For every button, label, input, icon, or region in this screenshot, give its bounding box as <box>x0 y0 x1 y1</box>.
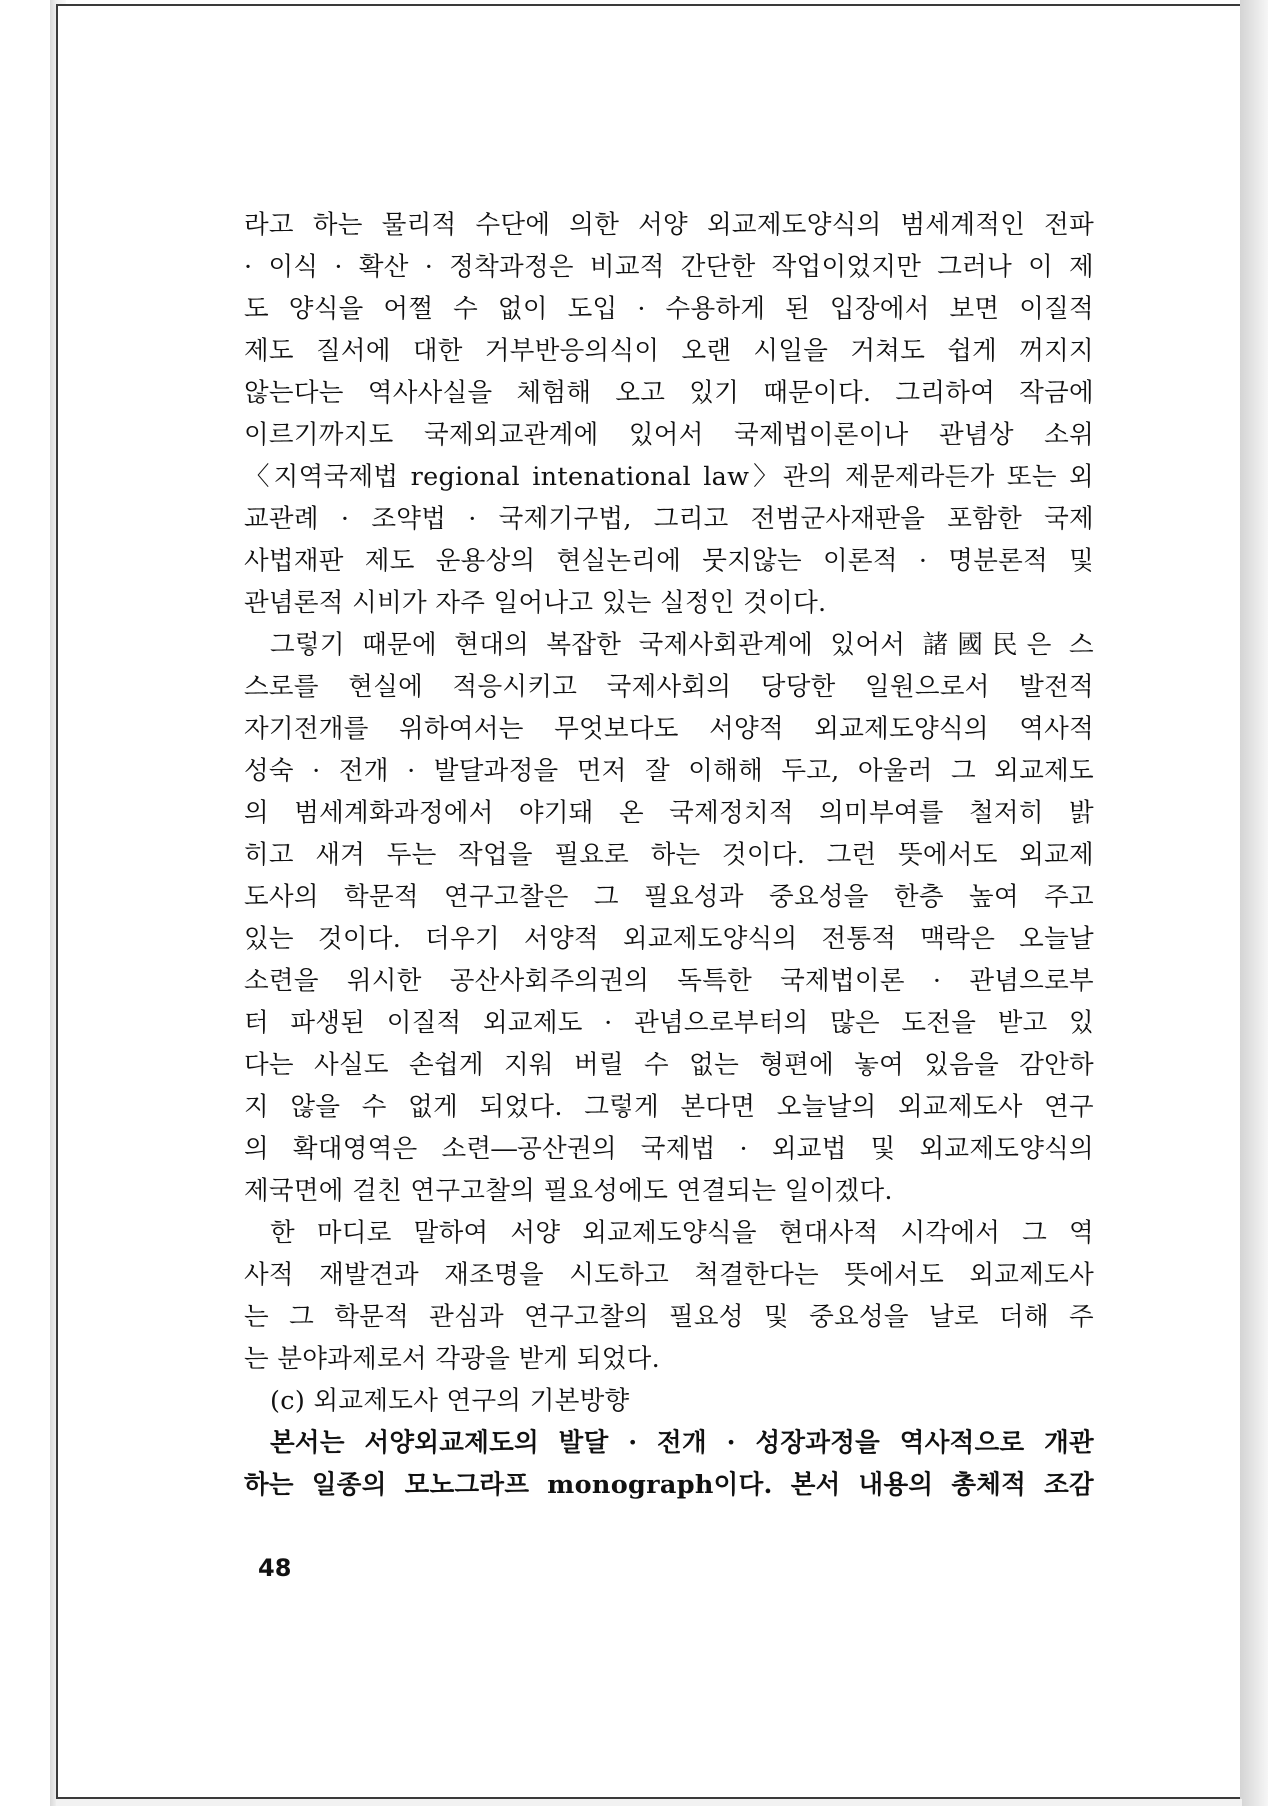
text-line: 지 않을 수 없게 되었다. 그렇게 본다면 오늘날의 외교제도사 연구 <box>244 1092 1094 1122</box>
text-line: 사적 재발견과 재조명을 시도하고 척결한다는 뜻에서도 외교제도사 <box>244 1260 1094 1290</box>
text-line: 터 파생된 이질적 외교제도 · 관념으로부터의 많은 도전을 받고 있 <box>244 1008 1094 1038</box>
paragraph-start-line: 한 마디로 말하여 서양 외교제도양식을 현대사적 시각에서 그 역 <box>270 1218 1094 1248</box>
body-text <box>244 204 1094 1506</box>
text-line: 하는 일종의 모노그라프 monograph이다. 본서 내용의 총체적 조감 <box>244 1470 1094 1500</box>
text-line: · 이식 · 확산 · 정착과정은 비교적 간단한 작업이었지만 그러나 이 제 <box>244 252 1094 282</box>
text-line: 사법재판 제도 운용상의 현실논리에 뭇지않는 이론적 · 명분론적 및 <box>244 546 1094 576</box>
text-line: 의 확대영역은 소련―공산권의 국제법 · 외교법 및 외교제도양식의 <box>244 1134 1094 1164</box>
page-bottom-edge <box>56 1799 1242 1806</box>
text-line: 의 범세계화과정에서 야기돼 온 국제정치적 의미부여를 철저히 밝 <box>244 798 1094 828</box>
paragraph-start-line: 본서는 서양외교제도의 발달 · 전개 · 성장과정을 역사적으로 개관 <box>270 1428 1094 1458</box>
text-line: 도 양식을 어쩔 수 없이 도입 · 수용하게 된 입장에서 보면 이질적 <box>244 294 1094 324</box>
text-line: 소련을 위시한 공산사회주의권의 독특한 국제법이론 · 관념으로부 <box>244 966 1094 996</box>
text-line: 〈지역국제법 regional intenational law〉관의 제문제라든가 또는 외 <box>244 462 1094 492</box>
text-line: 다는 사실도 손쉽게 지워 버릴 수 없는 형편에 놓여 있음을 감안하 <box>244 1050 1094 1080</box>
text-line: 히고 새겨 두는 작업을 필요로 하는 것이다. 그런 뜻에서도 외교제 <box>244 840 1094 870</box>
text-line: 제도 질서에 대한 거부반응의식이 오랜 시일을 거쳐도 쉽게 꺼지지 <box>244 336 1094 366</box>
text-line: 도사의 학문적 연구고찰은 그 필요성과 중요성을 한층 높여 주고 <box>244 882 1094 912</box>
page-number: 48 <box>258 1554 292 1582</box>
text-line: 는 그 학문적 관심과 연구고찰의 필요성 및 중요성을 날로 더해 주 <box>244 1302 1094 1332</box>
text-line: 있는 것이다. 더우기 서양적 외교제도양식의 전통적 맥락은 오늘날 <box>244 924 1094 954</box>
text-line: 제국면에 걸친 연구고찰의 필요성에도 연결되는 일이겠다. <box>244 1176 893 1206</box>
text-line: 교관례 · 조약법 · 국제기구법, 그리고 전범군사재판을 포함한 국제 <box>244 504 1094 534</box>
section-heading: (c) 외교제도사 연구의 기본방향 <box>270 1386 630 1416</box>
text-line: 자기전개를 위하여서는 무엇보다도 서양적 외교제도양식의 역사적 <box>244 714 1094 744</box>
text-line: 관념론적 시비가 자주 일어나고 있는 실정인 것이다. <box>244 588 827 618</box>
text-line: 라고 하는 물리적 수단에 의한 서양 외교제도양식의 범세계적인 전파 <box>244 210 1094 240</box>
text-line: 스로를 현실에 적응시키고 국제사회의 당당한 일원으로서 발전적 <box>244 672 1094 702</box>
page-right-shadow <box>1240 0 1268 1806</box>
text-line: 성숙 · 전개 · 발달과정을 먼저 잘 이해해 두고, 아울러 그 외교제도 <box>244 756 1094 786</box>
text-line: 는 분야과제로서 각광을 받게 되었다. <box>244 1344 661 1374</box>
text-line: 않는다는 역사사실을 체험해 오고 있기 때문이다. 그리하여 작금에 <box>244 378 1094 408</box>
text-line: 이르기까지도 국제외교관계에 있어서 국제법이론이나 관념상 소위 <box>244 420 1094 450</box>
paragraph-start-line: 그렇기 때문에 현대의 복잡한 국제사회관계에 있어서 諸國民은 스 <box>270 630 1094 660</box>
